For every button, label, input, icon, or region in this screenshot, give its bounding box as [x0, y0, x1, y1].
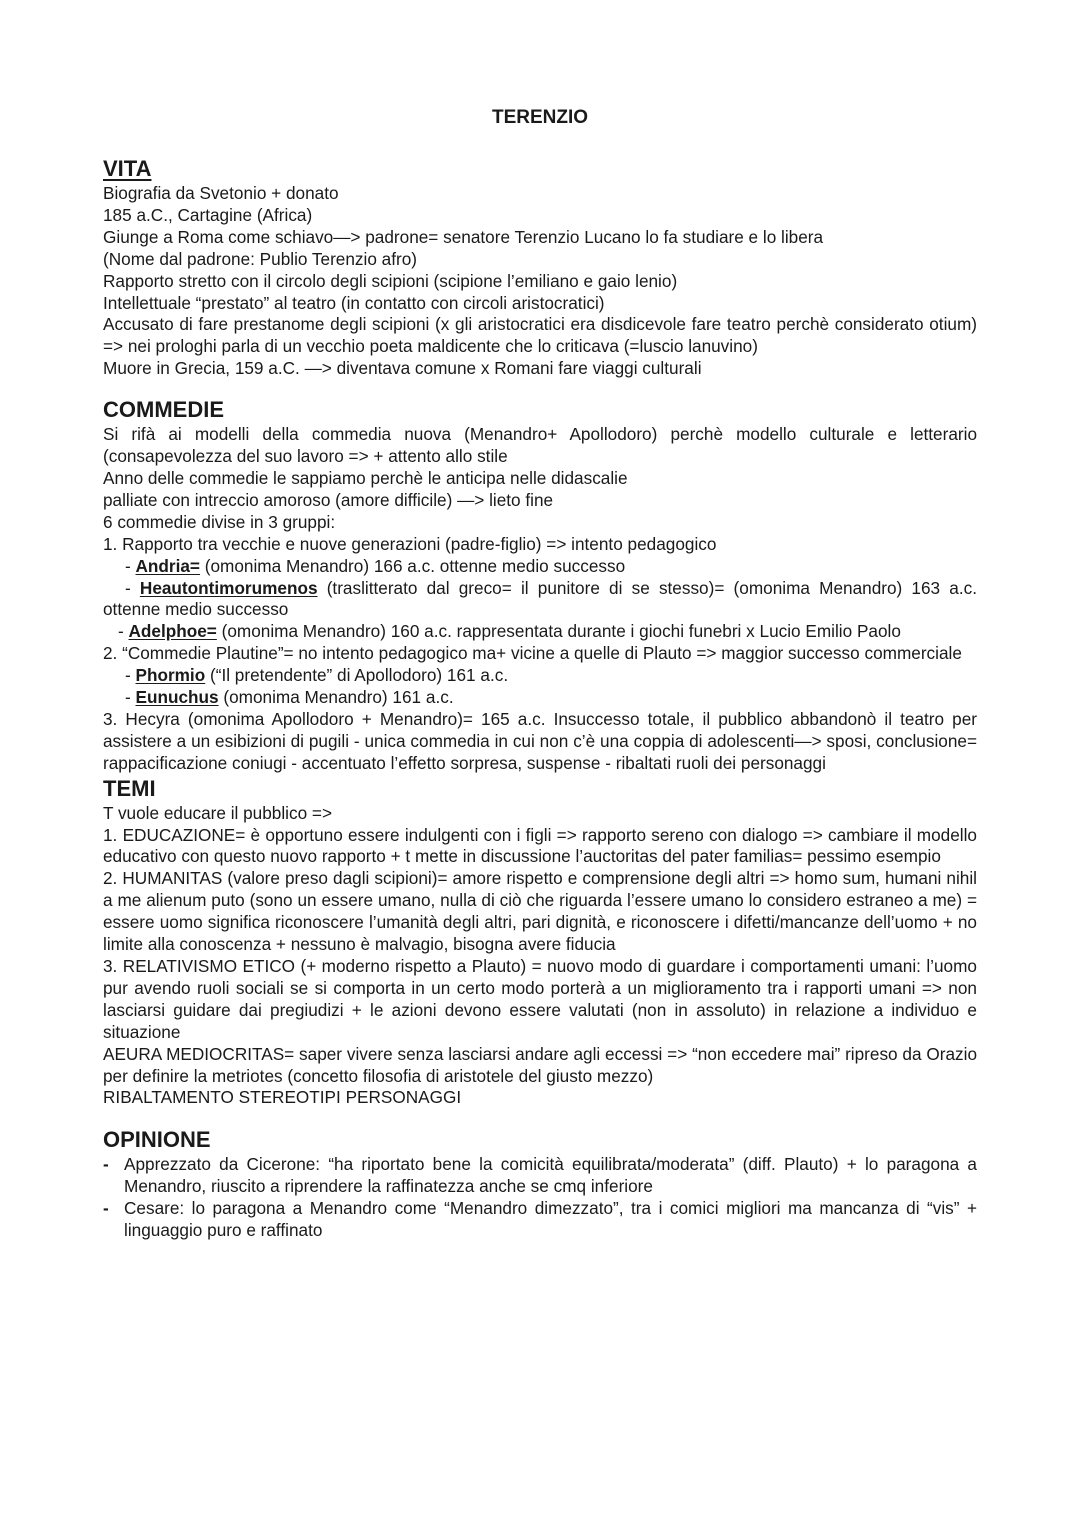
tema-educazione: 1. EDUCAZIONE= è opportuno essere indulgenti con i figli => rapporto sereno con dialogo => cambiare il modello educativo con questo nuovo rapporto + t mette in discussione l’auctoritas del pater familias= pessimo esempio [103, 824, 977, 867]
vita-accusa-paragraph: Accusato di fare prestanome degli scipioni (x gli aristocratici era disdicevole fare teatro perchè considerato otium) => nei prologhi parla di un vecchio poeta maldicente che lo criticava (=luscio lanuvino) [103, 314, 977, 357]
section-vita [103, 155, 977, 380]
section-heading-opinione: OPINIONE [103, 1127, 211, 1153]
play-title-andria: Andria= [135, 555, 200, 576]
section-commedie [103, 396, 977, 775]
document-title: TERENZIO [491, 107, 589, 128]
vita-line: Biografia da Svetonio + donato [103, 183, 339, 203]
commedie-palliate: palliate con intreccio amoroso (amore difficile) —> lieto fine [103, 489, 554, 510]
play-entry-adelphoe: - Adelphoe= (omonima Menandro) 160 a.c. rappresentata durante i giochi funebri x Lucio Emilio Paolo [118, 621, 901, 642]
play-entry-heautontimorumenos: - Heautontimorumenos (traslitterato dal greco= il punitore di se stesso)= (omonima Menandro) 163 a.c. ottenne medio successo [103, 577, 977, 620]
vita-line: (Nome dal padrone: Publio Terenzio afro) [103, 248, 418, 269]
commedie-anno: Anno delle commedie le sappiamo perchè le anticipa nelle didascalie [103, 467, 628, 488]
opinione-item-cicerone: - Apprezzato da Cicerone: “ha riportato bene la comicità equilibrata/moderata” (diff. Plauto) + lo paragona a Menandro, riuscito a riprendere la raffinatezza anche se cmq inferiore [103, 1154, 977, 1198]
section-heading-commedie: COMMEDIE [103, 397, 224, 423]
play-title-heautontimorumenos: Heautontimorumenos [139, 577, 318, 598]
temi-intro: T vuole educare il pubblico => [103, 802, 333, 823]
gruppo-1: 1. Rapporto tra vecchie e nuove generazioni (padre-figlio) => intento pedagogico [103, 533, 717, 554]
opinione-list [103, 1154, 977, 1242]
play-entry-andria: - Andria= (omonima Menandro) 166 a.c. ottenne medio successo [125, 555, 626, 576]
vita-line: Intellettuale “prestato” al teatro (in contatto con circoli aristocratici) [103, 292, 605, 313]
vita-line: Giunge a Roma come schiavo—> padrone= senatore Terenzio Lucano lo fa studiare e lo libera [103, 226, 824, 247]
vita-line: Rapporto stretto con il circolo degli scipioni (scipione l’emiliano e gaio lenio) [103, 270, 678, 291]
commedie-intro: Si rifà ai modelli della commedia nuova (Menandro+ Apollodoro) perchè modello culturale e letterario (consapevolezza del suo lavoro => + attento allo stile [103, 424, 977, 467]
tema-aurea-mediocritas: AEURA MEDIOCRITAS= saper vivere senza lasciarsi andare agli eccessi => “non eccedere mai” ripreso da Orazio per definire la metriotes (concetto filosofia di aristotele del giusto mezzo) [103, 1043, 977, 1086]
play-title-phormio: Phormio [135, 665, 206, 686]
play-title-eunuchus: Eunuchus [135, 687, 219, 708]
play-entry-phormio: - Phormio (“Il pretendente” di Apollodoro) 161 a.c. [125, 665, 509, 686]
gruppo-2: 2. “Commedie Plautine”= no intento pedagogico ma+ vicine a quelle di Plauto => maggior successo commerciale [103, 643, 962, 664]
tema-humanitas: 2. HUMANITAS (valore preso dagli scipioni)= amore rispetto e comprensione degli altri => homo sum, humani nihil a me alienum puto (sono un essere umano, nulla di ciò che riguarda l’essere umano lo considero estraneo a me) = essere uomo significa riconoscere l’umanità degli altri, pari dignità, e riconoscere i difetti/mancanze dell’uomo + no limite alla conoscenza + nessuno è malvagio, bisogna avere fiducia [103, 868, 977, 955]
vita-morte-line: Muore in Grecia, 159 a.C. —> diventava comune x Romani fare viaggi culturali [103, 358, 702, 379]
section-temi [103, 775, 977, 1110]
vita-line: 185 a.C., Cartagine (Africa) [103, 204, 313, 225]
tema-ribaltamento-stereotipi: RIBALTAMENTO STEREOTIPI PERSONAGGI [103, 1087, 462, 1108]
play-entry-eunuchus: - Eunuchus (omonima Menandro) 161 a.c. [125, 687, 454, 708]
tema-relativismo-etico: 3. RELATIVISMO ETICO (+ moderno rispetto a Plauto) = nuovo modo di guardare i comportamenti umani: l’uomo pur avendo ruoli sociali se si comporta in un certo modo porterà a un miglioramento tra i rapporti umani => non lasciarsi guidare dai pregiudizi + le azioni devono essere valutati (non in assoluto) in relazione a individuo e situazione [103, 956, 977, 1042]
section-heading-vita: VITA [103, 156, 152, 181]
section-heading-temi: TEMI [103, 775, 156, 801]
gruppo-3: 3. Hecyra (omonima Apollodoro + Menandro)= 165 a.c. Insuccesso totale, il pubblico abbandonò il teatro per assistere a un esibizioni di pugili - unica commedia in cui non c’è una coppia di adolescenti—> sposi, conclusione= rappacificazione coniugi - accentuato l’effetto sorpresa, suspense - ribaltati ruoli dei personaggi [103, 708, 977, 773]
play-title-adelphoe: Adelphoe= [128, 621, 217, 642]
section-opinione [103, 1126, 977, 1242]
commedie-gruppi: 6 commedie divise in 3 gruppi: [103, 511, 336, 532]
opinione-item-cesare: - Cesare: lo paragona a Menandro come “Menandro dimezzato”, tra i comici migliori ma mancanza di “vis” + linguaggio puro e raffinato [103, 1198, 977, 1242]
